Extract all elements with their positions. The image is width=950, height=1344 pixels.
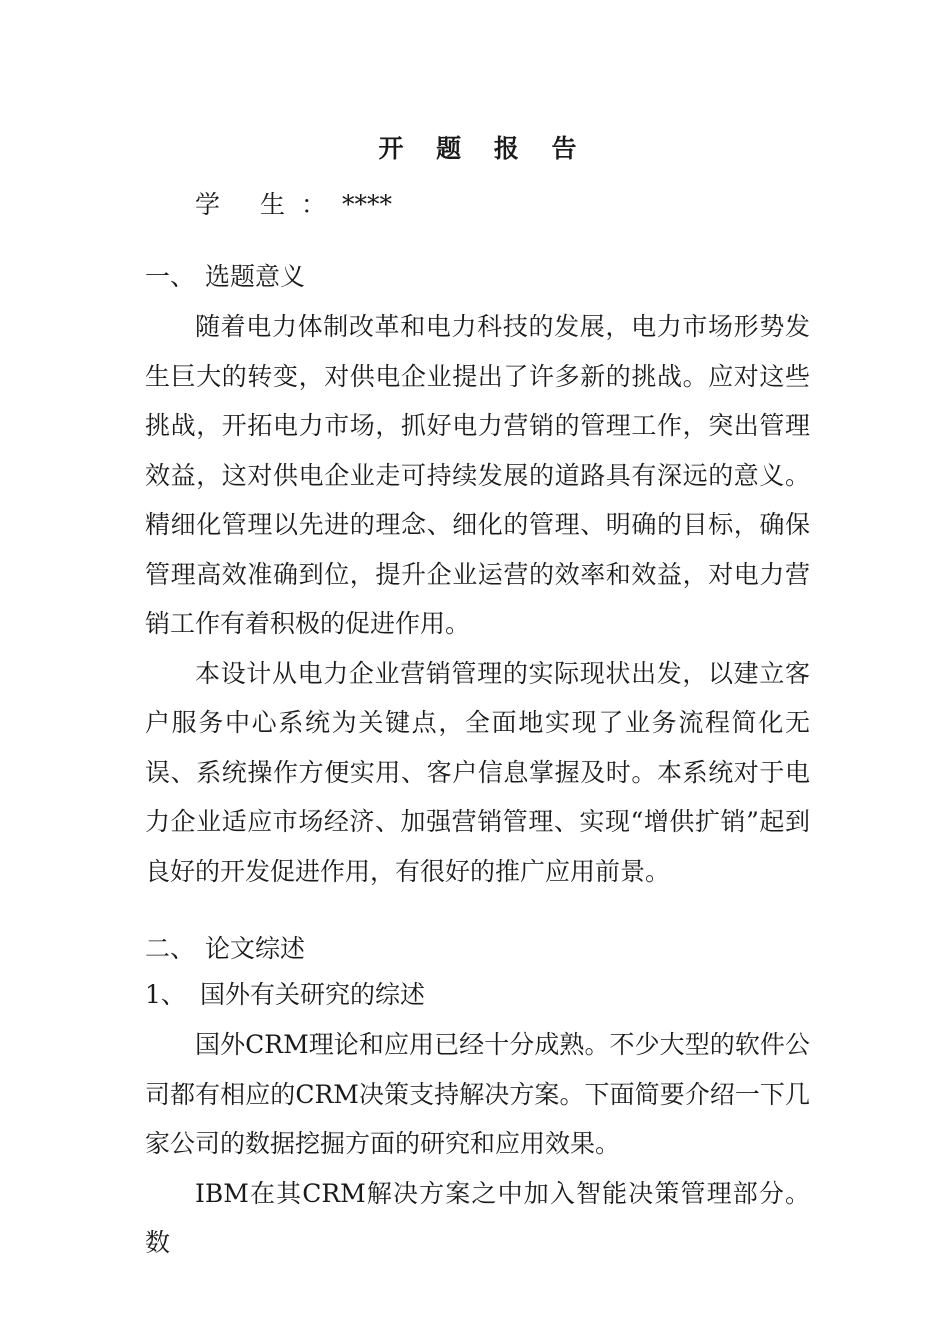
section-number: 一、 [145,262,196,291]
student-label: 学 生： [195,190,342,219]
section-title: 选题意义 [205,262,306,291]
document-page [145,128,810,1268]
subsection-number: 1、 [145,980,186,1009]
subsection-heading [145,974,810,1016]
page-title: 开 题 报 告 [378,134,589,163]
paragraph: 国外CRM理论和应用已经十分成熟。不少大型的软件公司都有相应的CRM决策支持解决方案。下面简要介绍一下几家公司的数据挖掘方面的研究和应用效果。 [145,1030,810,1158]
spacer [145,896,810,910]
student-value: **** [341,190,392,219]
section-heading-1 [145,256,810,298]
paragraph: 随着电力体制改革和电力科技的发展，电力市场形势发生巨大的转变，对供电企业提出了许多新的挑战。应对这些挑战，开拓电力市场，抓好电力营销的管理工作，突出管理效益，这对供电企业走可持续发展的道路具有深远的意义。精细化管理以先进的理念、细化的管理、明确的目标，确保管理高效准确到位，提升企业运营的效率和效益，对电力营销工作有着积极的促进作用。 [145,312,810,638]
section-heading-2 [145,928,810,970]
section-title: 论文综述 [205,934,306,963]
paragraph: IBM在其CRM解决方案之中加入智能决策管理部分。数 [145,1178,810,1257]
paragraph: 本设计从电力企业营销管理的实际现状出发，以建立客户服务中心系统为关键点，全面地实现了业务流程简化无误、系统操作方便实用、客户信息掌握及时。本系统对于电力企业适应市场经济、加强营销管理、实现“增供扩销”起到良好的开发促进作用，有很好的推广应用前景。 [145,658,810,886]
student-line [145,184,810,226]
section-number: 二、 [145,934,196,963]
subsection-title: 国外有关研究的综述 [200,980,426,1009]
